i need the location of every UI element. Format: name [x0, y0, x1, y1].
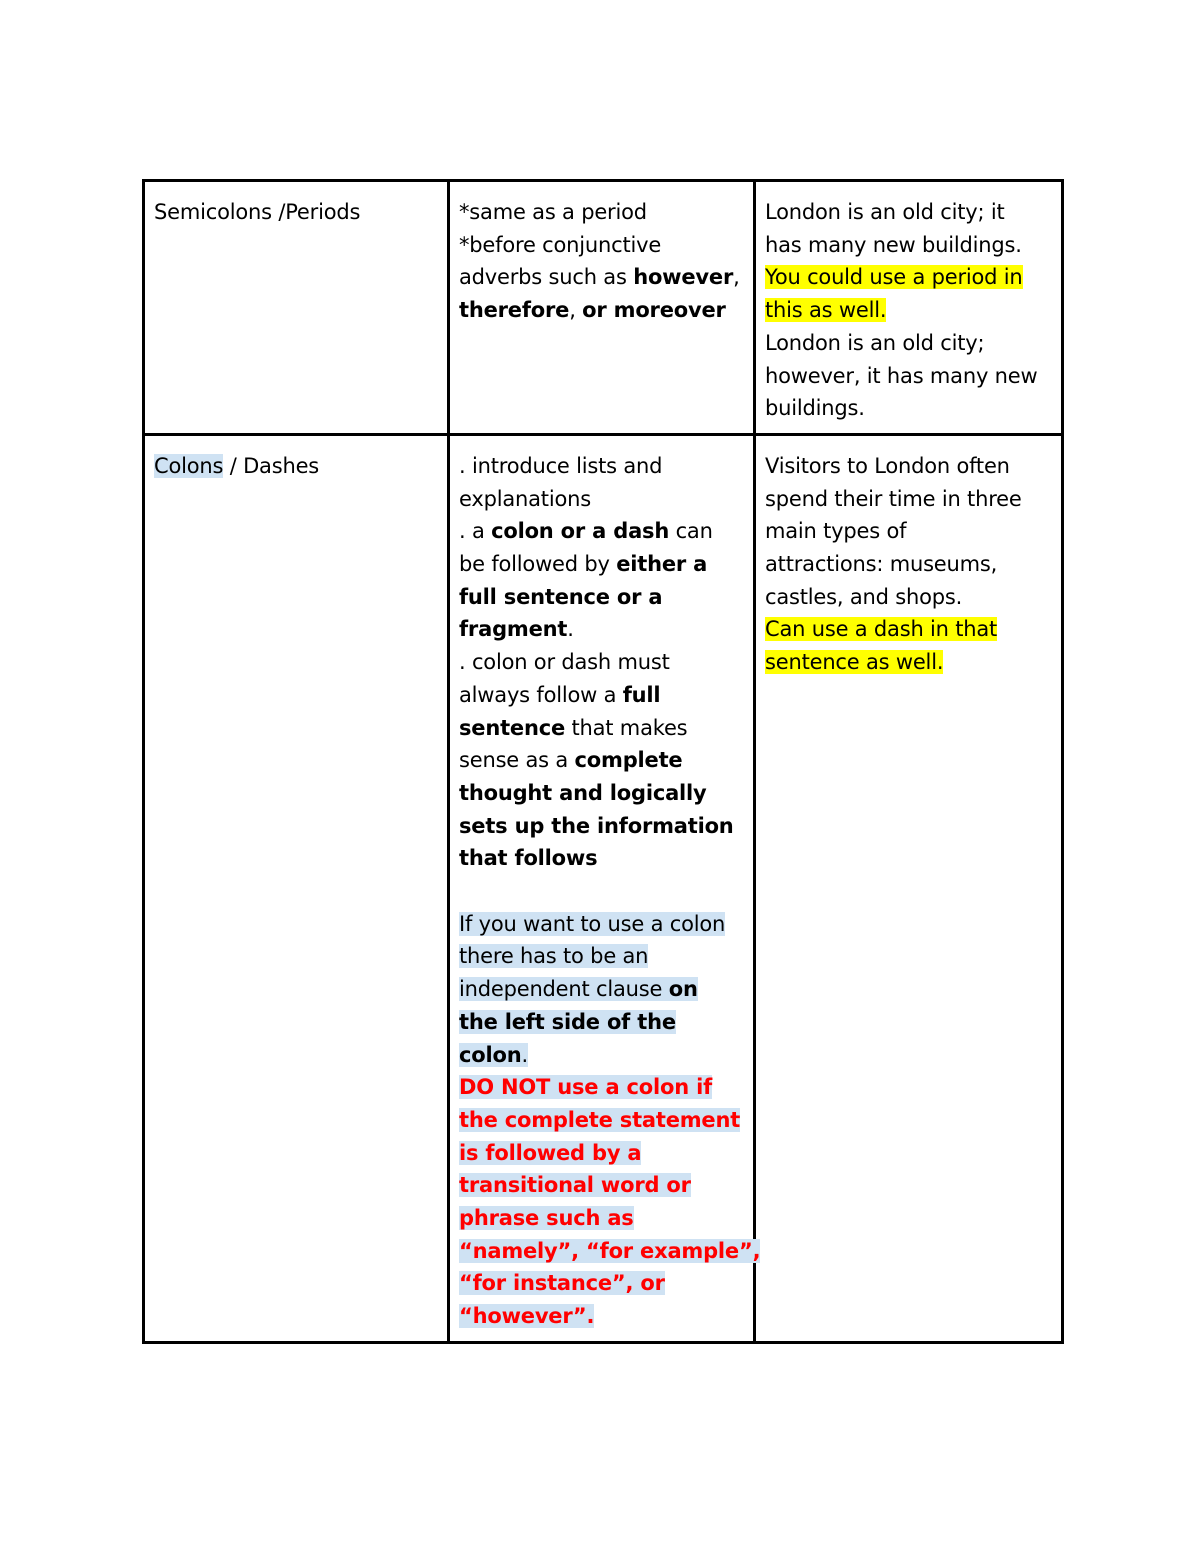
highlighted-note: this as well.: [765, 298, 887, 323]
example-line: however, it has many new: [765, 363, 1038, 388]
usage-line: be followed by either a: [459, 552, 708, 577]
example-cell: [755, 434, 1063, 1342]
usage-line: sense as a complete: [459, 748, 683, 773]
warning-line: phrase such as: [459, 1206, 634, 1231]
highlighted-note: the left side of the: [459, 1009, 676, 1034]
warning-line: the complete statement: [459, 1107, 741, 1132]
usage-line: full sentence or a: [459, 584, 663, 609]
usage-line: adverbs such as however,: [459, 265, 740, 290]
usage-line: . introduce lists and: [459, 453, 663, 478]
usage-line: that follows: [459, 846, 598, 871]
punctuation-table: [142, 179, 1064, 1344]
example-line: buildings.: [765, 396, 865, 421]
warning-line: “however”.: [459, 1304, 595, 1329]
example-cell: [755, 181, 1063, 435]
usage-line: fragment.: [459, 617, 574, 642]
highlighted-note: sentence as well.: [765, 650, 944, 675]
usage-line: always follow a full: [459, 682, 661, 707]
table-row: [144, 434, 1063, 1342]
table-row: [144, 181, 1063, 435]
term-cell: [144, 434, 449, 1342]
usage-line: explanations: [459, 486, 591, 511]
example-line: Visitors to London often: [765, 453, 1010, 478]
highlighted-note: You could use a period in: [765, 265, 1023, 290]
example-line: attractions: museums,: [765, 552, 998, 577]
warning-line: “namely”, “for example”,: [459, 1238, 761, 1263]
usage-line: . colon or dash must: [459, 650, 670, 675]
usage-line: therefore, or moreover: [459, 298, 726, 323]
highlighted-note: colon.: [459, 1042, 528, 1067]
warning-line: DO NOT use a colon if: [459, 1075, 713, 1100]
spacer: [459, 875, 745, 908]
warning-line: is followed by a: [459, 1140, 642, 1165]
warning-line: “for instance”, or: [459, 1271, 665, 1296]
usage-cell: [449, 181, 755, 435]
example-line: has many new buildings.: [765, 232, 1022, 257]
usage-line: sets up the information: [459, 813, 734, 838]
highlighted-note: independent clause on: [459, 977, 698, 1002]
highlighted-note: there has to be an: [459, 944, 649, 969]
usage-line: thought and logically: [459, 780, 707, 805]
term-cell: [144, 181, 449, 435]
highlighted-note: Can use a dash in that: [765, 617, 998, 642]
example-line: castles, and shops.: [765, 584, 963, 609]
example-line: spend their time in three: [765, 486, 1022, 511]
example-line: London is an old city; it: [765, 200, 1005, 224]
usage-cell: [449, 434, 761, 1342]
usage-line: . a colon or a dash can: [459, 519, 713, 544]
term-label: Semicolons /Periods: [154, 200, 361, 224]
example-line: London is an old city;: [765, 330, 985, 355]
warning-line: transitional word or: [459, 1173, 691, 1198]
example-line: main types of: [765, 519, 907, 544]
usage-line: *same as a period: [459, 200, 647, 224]
usage-line: sentence that makes: [459, 715, 688, 740]
term-label: Colons / Dashes: [154, 453, 320, 478]
usage-line: *before conjunctive: [459, 232, 662, 257]
highlighted-note: If you want to use a colon: [459, 911, 726, 936]
